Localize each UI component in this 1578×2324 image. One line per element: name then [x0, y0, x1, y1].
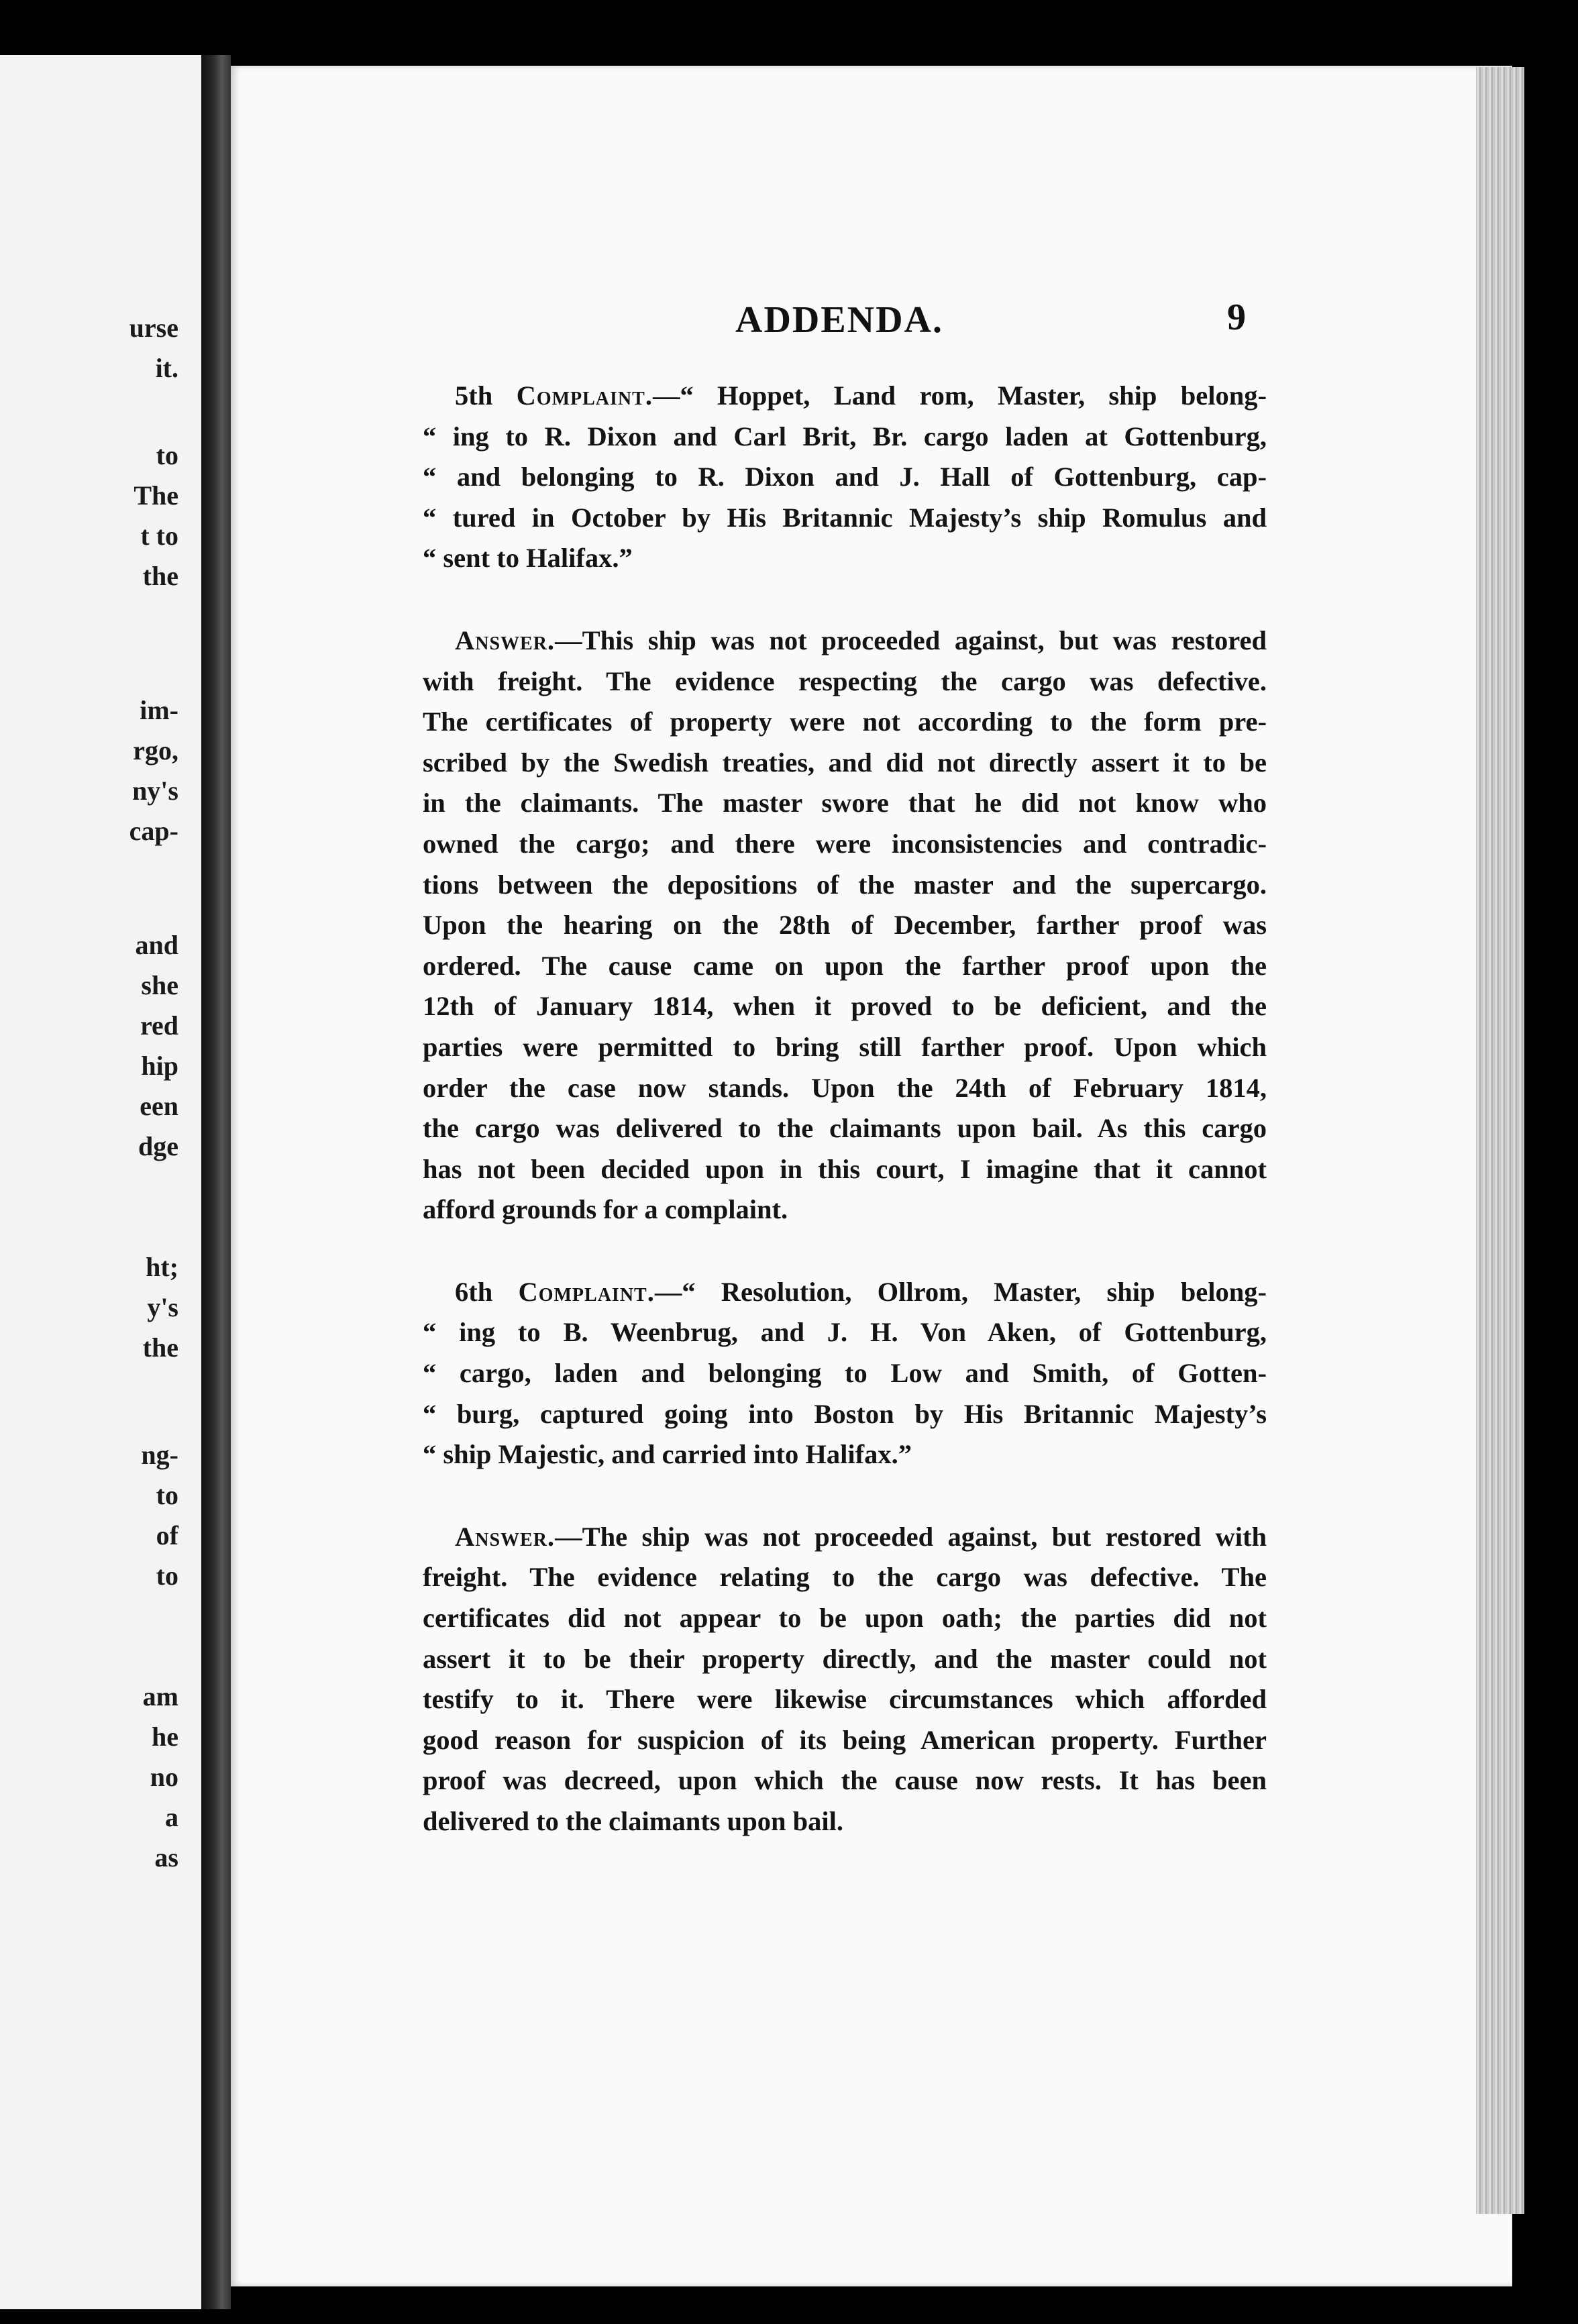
text-line-content: —The ship was not proceeded against, but restored with [555, 1521, 1267, 1552]
left-page-fragment: of [156, 1520, 178, 1550]
text-line-content: —This ship was not proceeded against, but was restored [555, 625, 1267, 655]
complaint-label: Complaint. [516, 380, 653, 411]
left-page-fragment: ng- [141, 1440, 178, 1470]
left-page-fragment: ny's [132, 776, 178, 806]
text-line: testify to it. There were likewise circumstances which afforded [423, 1684, 1267, 1715]
text-line: “ tured in October by His Britannic Majesty’s ship Romulus and [423, 502, 1267, 533]
left-page-fragment: it. [155, 353, 178, 383]
text-line: “ and belonging to R. Dixon and J. Hall of Gottenburg, cap- [423, 462, 1267, 492]
text-line: Upon the hearing on the 28th of December, farther proof was [423, 910, 1267, 941]
text-line: owned the cargo; and there were inconsistencies and contradic- [423, 828, 1267, 859]
text-line: delivered to the claimants upon bail. [423, 1806, 844, 1836]
text-line: freight. The evidence relating to the cargo was defective. The [423, 1562, 1267, 1593]
left-page-fragment: and [135, 930, 178, 960]
text-line: good reason for suspicion of its being American property. Further [423, 1724, 1267, 1755]
left-page-fragment: dge [138, 1131, 178, 1161]
left-page-fragment: she [141, 970, 178, 1000]
text-line [423, 621, 1267, 662]
left-page-fragment: The [134, 480, 178, 511]
left-page-fragment: red [140, 1010, 178, 1041]
left-page-fragment: im- [140, 695, 178, 725]
page-number: 9 [1227, 297, 1246, 338]
complaint-label: Complaint. [518, 1276, 655, 1307]
text-line: has not been decided upon in this court, I imagine that it cannot [423, 1153, 1267, 1184]
page-body [423, 376, 1267, 1884]
text-line: order the case now stands. Upon the 24th of February 1814, [423, 1072, 1267, 1103]
text-line: ordered. The cause came on upon the farther proof upon the [423, 950, 1267, 981]
text-line: tions between the depositions of the master and the supercargo. [423, 869, 1267, 900]
left-page-fragment: y's [147, 1292, 178, 1322]
left-page-fragment: he [152, 1722, 178, 1752]
text-line: “ burg, captured going into Boston by His Britannic Majesty’s [423, 1398, 1267, 1429]
left-page-fragment: t to [140, 521, 178, 551]
left-page-fragment: to [156, 1480, 178, 1510]
text-line: afford grounds for a complaint. [423, 1194, 788, 1225]
text-line: the cargo was delivered to the claimants upon bail. As this cargo [423, 1113, 1267, 1144]
text-line: The certificates of property were not according to the form pre- [423, 706, 1267, 737]
text-line: in the claimants. The master swore that he did not know who [423, 788, 1267, 818]
answer-label: Answer. [455, 625, 556, 655]
text-line: “ ship Majestic, and carried into Halifax.” [423, 1439, 912, 1470]
text-line-content: —“ Resolution, Ollrom, Master, ship belong- [654, 1276, 1267, 1307]
answer-5-paragraph [423, 621, 1267, 1230]
left-page-fragment: the [142, 1332, 178, 1363]
text-line: parties were permitted to bring still farther proof. Upon which [423, 1031, 1267, 1062]
answer-label: Answer. [455, 1521, 556, 1552]
complaint-number: 5th [455, 380, 493, 411]
left-page-fragment: to [156, 1561, 178, 1591]
page-edges [1476, 67, 1524, 2214]
left-page-fragment: ht; [146, 1252, 178, 1282]
text-line: scribed by the Swedish treaties, and did not directly assert it to be [423, 747, 1267, 778]
text-line: “ ing to B. Weenbrug, and J. H. Von Aken, of Gottenburg, [423, 1317, 1267, 1348]
left-page-fragment: to [156, 440, 178, 470]
text-line [423, 1517, 1267, 1558]
complaint-6-paragraph [423, 1272, 1267, 1475]
text-line [423, 376, 1267, 417]
left-page-fragment: am [142, 1681, 178, 1711]
complaint-5-paragraph [423, 376, 1267, 579]
running-head [231, 299, 1512, 339]
book-gutter [201, 55, 231, 2309]
left-facing-page [0, 55, 201, 2309]
left-page-fragment: as [154, 1842, 178, 1872]
text-line: assert it to be their property directly, and the master could not [423, 1643, 1267, 1674]
left-page-fragment: a [165, 1802, 178, 1832]
answer-6-paragraph [423, 1517, 1267, 1842]
left-page-fragment: no [150, 1762, 178, 1792]
complaint-number: 6th [455, 1276, 493, 1307]
left-page-fragment: rgo, [133, 735, 178, 765]
text-line: proof was decreed, upon which the cause now rests. It has been [423, 1765, 1267, 1796]
text-line: with freight. The evidence respecting the cargo was defective. [423, 666, 1267, 696]
text-line: “ ing to R. Dixon and Carl Brit, Br. cargo laden at Gottenburg, [423, 421, 1267, 452]
text-line: 12th of January 1814, when it proved to be deficient, and the [423, 991, 1267, 1022]
left-page-fragment: the [142, 561, 178, 591]
left-page-fragment: cap- [129, 816, 178, 846]
text-line-content: —“ Hoppet, Land rom, Master, ship belong- [652, 380, 1267, 411]
left-page-fragment: een [140, 1091, 178, 1121]
text-line: “ cargo, laden and belonging to Low and Smith, of Gotten- [423, 1358, 1267, 1389]
left-page-fragment: hip [141, 1051, 178, 1081]
text-line: certificates did not appear to be upon oath; the parties did not [423, 1603, 1267, 1634]
text-line: “ sent to Halifax.” [423, 543, 633, 574]
left-page-fragment: urse [129, 313, 178, 343]
text-line [423, 1272, 1267, 1313]
page-title: ADDENDA. [735, 299, 943, 341]
